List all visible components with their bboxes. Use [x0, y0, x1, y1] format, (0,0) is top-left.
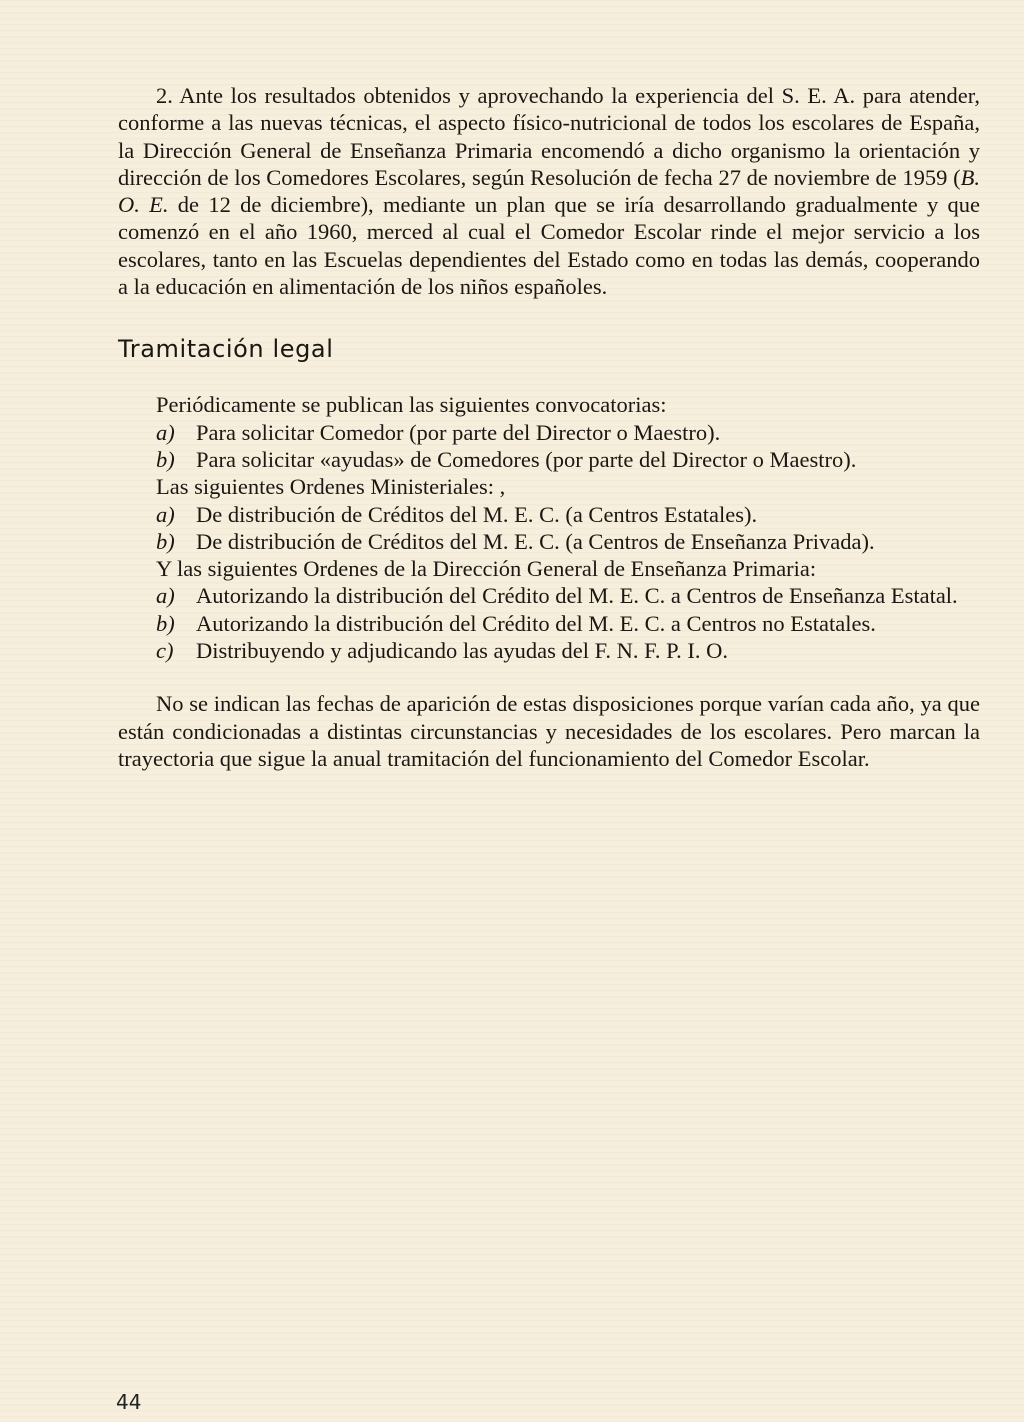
ordenes-ministeriales-intro: Las siguientes Ordenes Ministeriales: , [156, 474, 506, 500]
list-item [118, 582, 980, 609]
list-item [118, 419, 980, 446]
intro-boe-citation: B. O. E. [118, 164, 980, 218]
list-item [118, 610, 980, 637]
list-item [118, 446, 980, 473]
list-item [118, 637, 980, 664]
item-letter: a) [156, 419, 175, 445]
item-text: Autorizando la distribución del Crédito del M. E. C. a Centros de Enseñanza Estatal. [196, 583, 958, 609]
item-text: De distribución de Créditos del M. E. C. (a Centros Estatales). [196, 501, 758, 527]
intro-text-c: de 12 de diciembre), mediante un plan que se iría desarrollando gradualmente y que comenzó en el año 1960, merced al cual el Comedor Escolar rinde el mejor servicio a los escolares, tanto en las Escuelas dependientes del Estado como en todas las demás, cooperando a la educación en alimentación de los niños españoles. [118, 192, 981, 300]
item-letter: b) [156, 528, 175, 554]
intro-paragraph [118, 82, 980, 300]
item-letter: a) [156, 501, 175, 527]
paragraph-gap [118, 664, 980, 690]
convocatorias-intro: Periódicamente se publican las siguientes convocatorias: [156, 392, 667, 418]
list-item [118, 528, 980, 555]
section-heading: Tramitación legal [118, 335, 334, 364]
item-text: De distribución de Créditos del M. E. C. (a Centros de Enseñanza Privada). [196, 528, 875, 554]
page-content [118, 82, 980, 772]
item-letter: a) [156, 583, 175, 609]
item-text: Autorizando la distribución del Crédito del M. E. C. a Centros no Estatales. [196, 610, 876, 636]
item-letter: c) [156, 638, 174, 664]
item-text: Para solicitar Comedor (por parte del Director o Maestro). [196, 419, 721, 445]
intro-text-a: 2. Ante los resultados obtenidos y aprovechando la experiencia del S. E. A. para atender, conforme a las nuevas técnicas, el aspecto físico-nutricional de todos los escolares de España, la Dirección General de Enseñanza Primaria encomendó a dicho organismo la orientación y dirección de los Comedores Escolares, según Resolución de fecha 27 de noviembre de 1959 ( [118, 83, 980, 190]
page-number: 44 [116, 1390, 142, 1414]
item-letter: b) [156, 610, 175, 636]
ordenes-direccion-intro: Y las siguientes Ordenes de la Dirección General de Enseñanza Primaria: [156, 556, 817, 582]
item-letter: b) [156, 446, 175, 472]
item-text: Distribuyendo y adjudicando las ayudas del F. N. F. P. I. O. [196, 638, 728, 664]
closing-paragraph: No se indican las fechas de aparición de estas disposiciones porque varían cada año, ya que están condicionadas a distintas circunstancias y necesidades de los escolares. Pero marcan la trayectoria que sigue la anual tramitación del funcionamiento del Comedor Escolar. [118, 691, 980, 771]
list-item [118, 501, 980, 528]
item-text: Para solicitar «ayudas» de Comedores (por parte del Director o Maestro). [196, 446, 857, 472]
